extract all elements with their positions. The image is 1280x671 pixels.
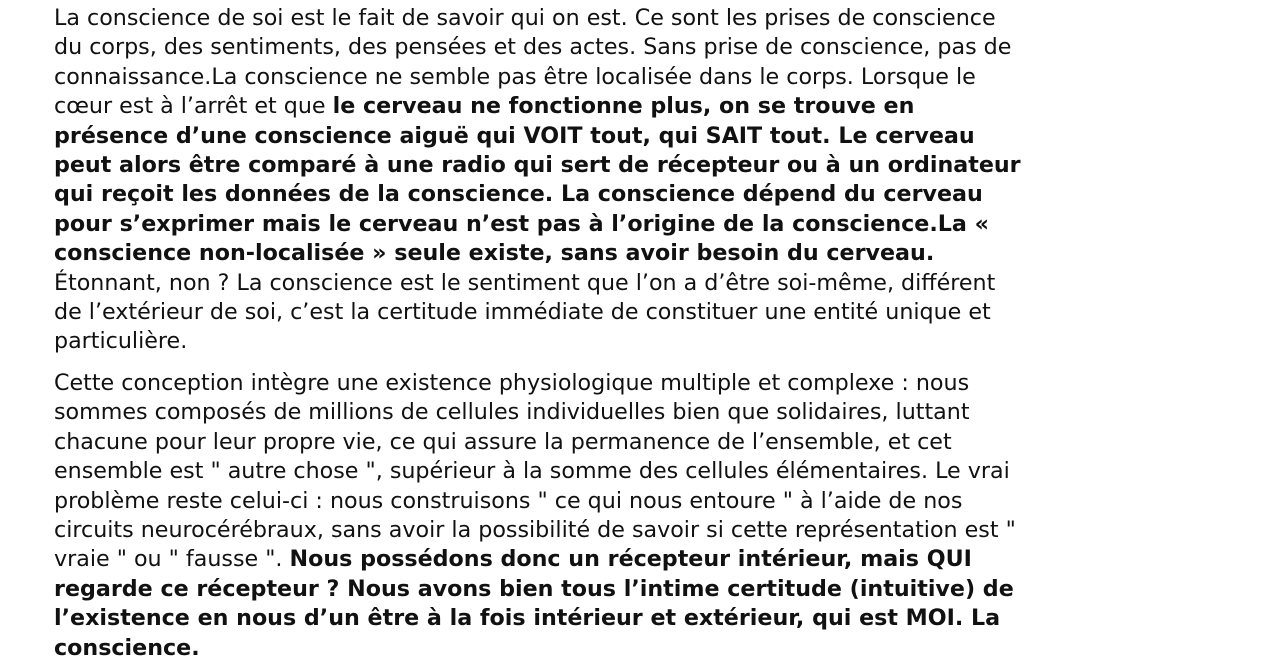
text-line <box>54 152 1021 178</box>
text-segment: du corps, des sentiments, des pensées et des actes. Sans prise de conscience, pas de <box>54 34 1012 61</box>
text-line <box>54 64 976 90</box>
text-segment: La conscience de soi est le fait de savoir qui on est. Ce sont les prises de conscience <box>54 5 996 31</box>
text-segment: connaissance.La conscience ne semble pas être localisée dans le corps. Lorsque le <box>54 63 976 90</box>
text-segment: de l’extérieur de soi, c’est la certitude immédiate de constituer une entité unique et <box>54 299 991 326</box>
text-segment: ensemble est " autre chose ", supérieur à la somme des cellules élémentaires. Le vrai <box>54 458 1010 485</box>
bold-text-segment: conscience. <box>54 634 200 661</box>
text-segment: vraie " ou " fausse ". <box>54 546 290 573</box>
text-line <box>54 270 995 296</box>
text-line <box>54 517 1016 543</box>
text-line <box>54 123 975 149</box>
text-line <box>54 181 983 207</box>
text-line <box>54 370 969 396</box>
text-line <box>54 93 914 119</box>
bold-text-segment: conscience non-localisée » seule existe, sans avoir besoin du cerveau. <box>54 240 935 267</box>
text-segment: Étonnant, non ? La conscience est le sentiment que l’on a d’être soi-même, différent <box>54 269 996 296</box>
bold-text-segment: Nous possédons donc un récepteur intérieur, mais QUI <box>289 546 972 573</box>
text-line <box>54 458 1010 484</box>
text-segment: chacune pour leur propre vie, ce qui assure la permanence de l’ensemble, et cet <box>54 428 952 455</box>
text-line <box>54 240 934 266</box>
text-line <box>54 5 996 31</box>
bold-text-segment: le cerveau ne fonctionne plus, on se trouve en <box>332 93 915 120</box>
bold-text-segment: peut alors être comparé à une radio qui sert de récepteur ou à un ordinateur <box>54 152 1021 179</box>
text-segment: particulière. <box>54 328 188 355</box>
text-segment: cœur est à l’arrêt et que <box>54 93 333 120</box>
bold-text-segment: présence d’une conscience aiguë qui VOIT tout, qui SAIT tout. Le cerveau <box>54 122 975 149</box>
bold-text-segment: pour s’exprimer mais le cerveau n’est pas à l’origine de la conscience.La « <box>54 210 989 237</box>
text-line <box>54 328 187 354</box>
text-segment: sommes composés de millions de cellules individuelles bien que solidaires, luttant <box>54 399 970 426</box>
text-segment: Cette conception intègre une existence physiologique multiple et complexe : nous <box>54 369 970 396</box>
bold-text-segment: l’existence en nous d’un être à la fois intérieur et extérieur, qui est MOI. La <box>54 605 1001 632</box>
text-line <box>54 429 952 455</box>
bold-text-segment: qui reçoit les données de la conscience. La conscience dépend du cerveau <box>54 181 983 208</box>
text-line <box>54 399 970 425</box>
text-line <box>54 635 200 661</box>
bold-text-segment: regarde ce récepteur ? Nous avons bien tous l’intime certitude (intuitive) de <box>54 575 1014 602</box>
text-segment: circuits neurocérébraux, sans avoir la possibilité de savoir si cette représentation est " <box>54 516 1016 543</box>
paragraph-2 <box>54 369 1240 663</box>
text-line <box>54 211 989 237</box>
text-line <box>54 488 962 514</box>
text-line <box>54 299 991 325</box>
text-line <box>54 34 1011 60</box>
text-segment: problème reste celui-ci : nous construisons " ce qui nous entoure " à l’aide de nos <box>54 487 963 514</box>
text-line <box>54 605 1000 631</box>
text-line <box>54 576 1014 602</box>
text-line <box>54 546 972 572</box>
paragraph-1 <box>54 4 1240 357</box>
